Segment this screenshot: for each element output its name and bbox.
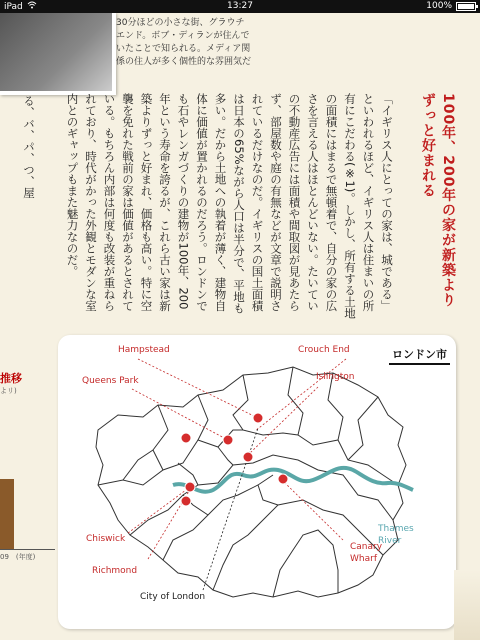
chart-fragment-subtitle: よリ) — [0, 387, 17, 395]
label-islington: Islington — [316, 372, 355, 382]
thames-label-2: River — [378, 536, 402, 546]
london-map-card — [58, 335, 456, 629]
label-wharf: Wharf — [350, 554, 377, 564]
thames-label-1: Thames — [378, 524, 414, 534]
marker-queens-park[interactable] — [223, 435, 233, 445]
device-name: iPad — [4, 1, 23, 12]
left-column-fragment: る、バ、パ、つ、屋 — [22, 95, 36, 199]
london-map — [58, 335, 456, 629]
map-title: ロンドン市 — [389, 345, 450, 365]
article-body: 「イギリス人にとっての家は、城である」といわれるほど、イギリス人は住まいの所有にこだわる(※1)。しかし、所有する土地の面積にはまるで無頓着で、自分の家の広さを言える人はほとんどいない。たいていの不動産広告には面積や間取図が見あたらず、部屋数や庭の有無などが文章で説明されているだけなのだ。イギリスの国土面積は日本の65%ながら人口は半分で、平地も多い。だから土地への執着が薄く、建物自体に価値が置かれるのだろう。ロンドンでも石やレンガづくりの建物が100年、200年という寿命を誇るが、これら古い家は新築よりずっと好まれ、価格も高い。特に空襲を免れた戦前の家は価値があるとされている。もちろん内部は何度も改装が重ねられており、時代がかった外観とモダンな室内とのギャップもまた魅力なのだ。 — [65, 93, 394, 319]
marker-islington[interactable] — [243, 452, 253, 462]
chart-fragment-bar — [0, 479, 14, 549]
marker-chiswick[interactable] — [185, 482, 195, 492]
chart-fragment-axis — [0, 549, 55, 550]
chart-fragment-title: 推移 — [0, 372, 22, 385]
battery-percent: 100% — [426, 1, 452, 11]
marker-richmond[interactable] — [181, 496, 191, 506]
magazine-page — [0, 13, 480, 640]
marker-west[interactable] — [181, 433, 191, 443]
chart-fragment-year: 09 (年度) — [0, 553, 36, 561]
label-chiswick: Chiswick — [86, 534, 126, 544]
photo-caption: 30分ほどの小さな街、グラウチエンド。ボブ・ディランが住んでいたことで知られる。メディア関係の住人が多く個性的な雰囲気だ — [116, 18, 252, 67]
marker-canary-wharf[interactable] — [278, 474, 288, 484]
location-markers — [181, 413, 288, 506]
label-richmond: Richmond — [92, 566, 138, 576]
label-crouch-end: Crouch End — [298, 345, 350, 355]
label-hampstead: Hampstead — [118, 345, 170, 355]
label-canary: Canary — [350, 542, 383, 552]
page-curl[interactable] — [454, 570, 480, 640]
battery-icon — [456, 2, 476, 11]
street-photo — [0, 13, 116, 95]
label-queens-park: Queens Park — [82, 376, 139, 386]
status-bar — [0, 0, 480, 13]
status-time: 13:27 — [227, 1, 253, 11]
label-city-of-london: City of London — [140, 592, 206, 602]
marker-hampstead[interactable] — [253, 413, 263, 423]
article-headline: 100年、200年の家が新築よりずっと好まれる — [420, 93, 456, 308]
